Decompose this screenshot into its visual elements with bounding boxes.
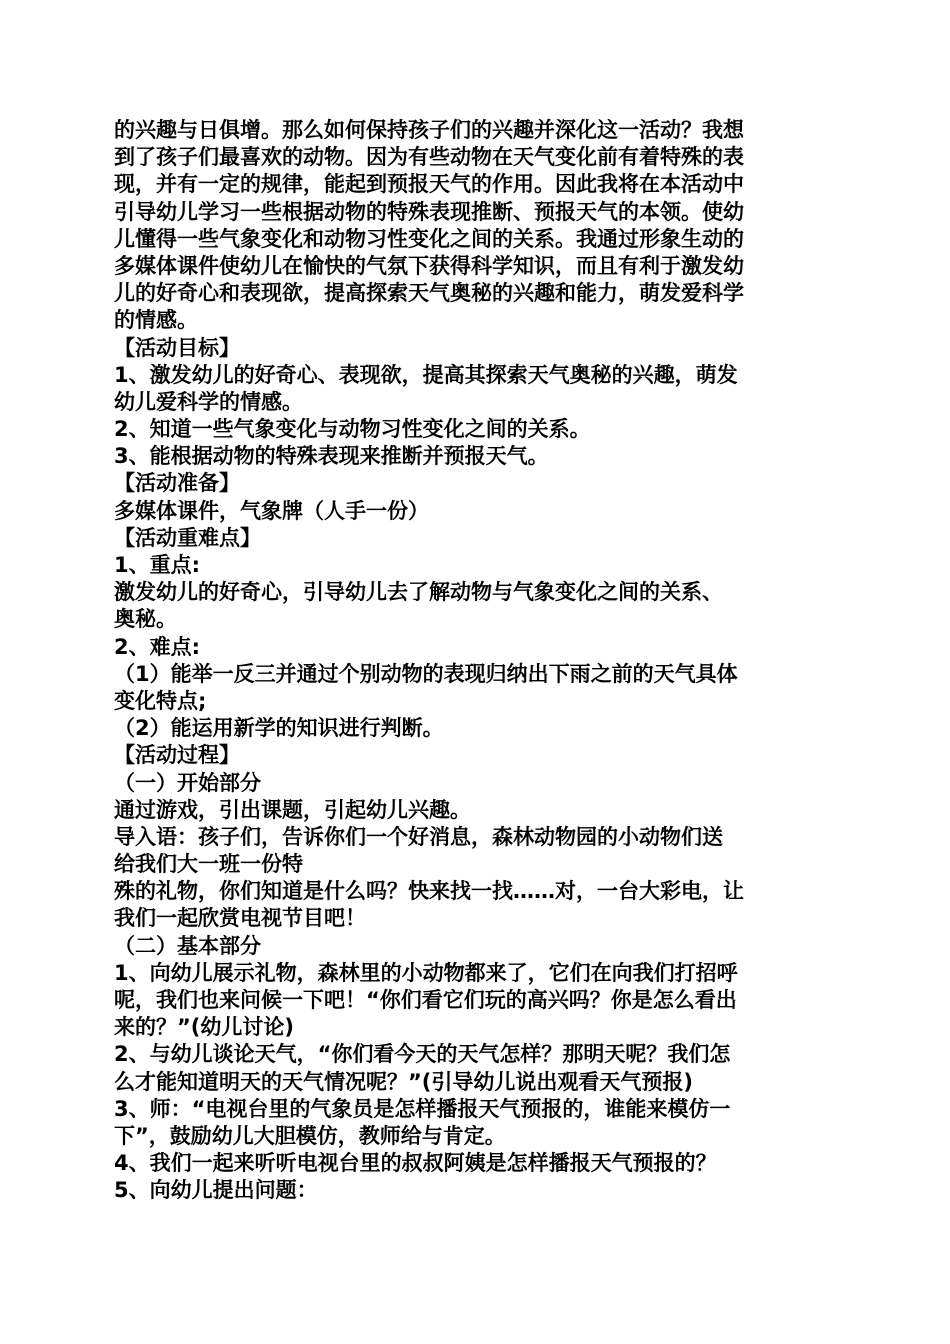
text-line: 【活动过程】	[114, 743, 240, 768]
text-line: 的情感。	[114, 308, 198, 333]
text-line: （一）开始部分	[114, 770, 261, 795]
text-line: （二）基本部分	[114, 933, 261, 958]
text-line: 儿懂得一些气象变化和动物习性变化之间的关系。我通过形象生动的	[114, 226, 744, 251]
text-line: 现，并有一定的规律，能起到预报天气的作用。因此我将在本活动中	[114, 172, 744, 197]
text-line: 【活动目标】	[114, 335, 240, 360]
text-line: 儿的好奇心和表现欲，提高探索天气奥秘的兴趣和能力，萌发爱科学	[114, 281, 744, 306]
text-line: 5、向幼儿提出问题：	[114, 1178, 318, 1203]
text-line: 来的？”(幼儿讨论)	[114, 1015, 294, 1040]
text-line: 2、知道一些气象变化与动物习性变化之间的关系。	[114, 417, 591, 442]
text-line: （2）能运用新学的知识进行判断。	[114, 716, 444, 741]
document-body	[114, 117, 836, 1205]
text-line: 多媒体课件使幼儿在愉快的气氛下获得科学知识，而且有利于激发幼	[114, 253, 744, 278]
text-line: 3、师：“电视台里的气象员是怎样播报天气预报的，谁能来模仿一	[114, 1096, 731, 1121]
text-line: 给我们大一班一份特	[114, 852, 303, 877]
text-line: 激发幼儿的好奇心，引导幼儿去了解动物与气象变化之间的关系、	[114, 580, 723, 605]
text-line: 1、重点:	[114, 553, 201, 577]
text-line: 呢，我们也来问候一下吧！“你们看它们玩的高兴吗？你是怎么看出	[114, 988, 737, 1012]
text-line: 殊的礼物，你们知道是什么吗？快来找一找……对，一台大彩电，让	[114, 879, 744, 904]
text-line: 2、难点:	[114, 634, 201, 659]
text-line: 变化特点;	[114, 688, 207, 713]
text-line: 下”，鼓励幼儿大胆模仿，教师给与肯定。	[114, 1123, 506, 1148]
text-line: 4、我们一起来听听电视台里的叔叔阿姨是怎样播报天气预报的？	[114, 1151, 717, 1176]
text-line: 1、向幼儿展示礼物，森林里的小动物都来了，它们在向我们打招呼	[114, 960, 738, 985]
text-line: 到了孩子们最喜欢的动物。因为有些动物在天气变化前有着特殊的表	[114, 145, 744, 170]
text-line: 2、与幼儿谈论天气，“你们看今天的天气怎样？那明天呢？我们怎	[114, 1042, 731, 1067]
text-line: 我们一起欣赏电视节目吧！	[114, 906, 366, 931]
text-line: 奥秘。	[114, 607, 177, 632]
text-line: 么才能知道明天的天气情况呢？”(引导幼儿说出观看天气预报)	[114, 1069, 693, 1094]
text-line: 通过游戏，引出课题，引起幼儿兴趣。	[114, 797, 471, 822]
text-line: 【活动重难点】	[114, 525, 261, 550]
text-line: 1、激发幼儿的好奇心、表现欲，提高其探索天气奥秘的兴趣，萌发	[114, 362, 738, 387]
text-line: 3、能根据动物的特殊表现来推断并预报天气。	[114, 444, 549, 469]
text-line: 引导幼儿学习一些根据动物的特殊表现推断、预报天气的本领。使幼	[114, 199, 744, 224]
text-line: （1）能举一反三并通过个别动物的表现归纳出下雨之前的天气具体	[114, 661, 738, 686]
text-line: 幼儿爱科学的情感。	[114, 389, 303, 414]
text-line: 的兴趣与日俱增。那么如何保持孩子们的兴趣并深化这一活动？我想	[114, 118, 744, 142]
text-line: 导入语：孩子们，告诉你们一个好消息，森林动物园的小动物们送	[114, 824, 723, 849]
text-line: 多媒体课件，气象牌（人手一份）	[114, 498, 429, 523]
text-line: 【活动准备】	[114, 471, 240, 496]
